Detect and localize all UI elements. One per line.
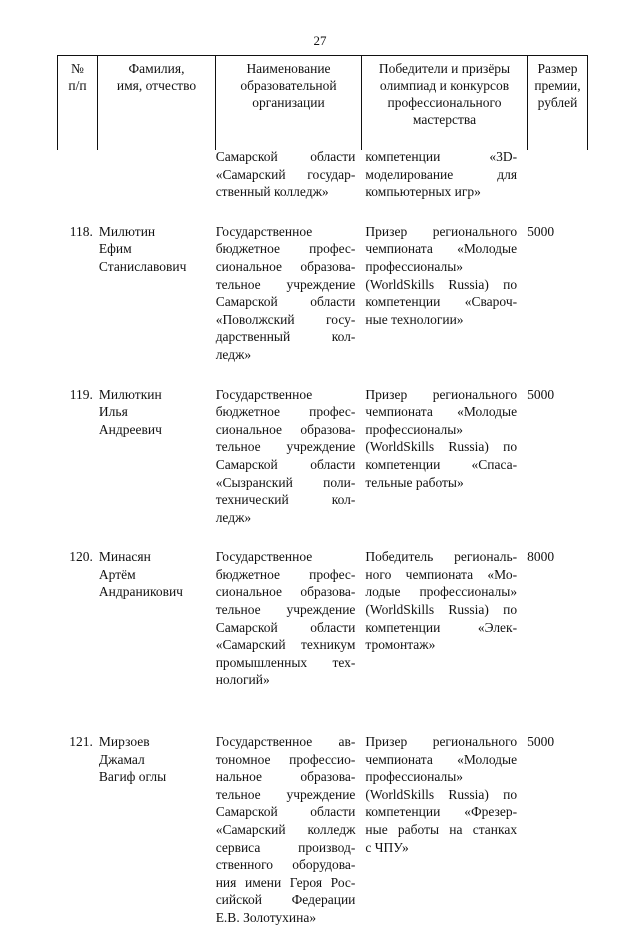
continuation-achievement: компетенции «3D- моделирование для компьютерных игр» bbox=[365, 149, 518, 200]
achievement: Призер регионального чемпионата «Молодые профессионалы» (WorldSkills Russia) по компетенции «Спаса- тельные работы» bbox=[365, 386, 518, 490]
organization-name: Государственное бюджетное профес- сиональное образова- тельное учреждение Самарской области «Самарский техникум промышленных тех- нологий» bbox=[215, 549, 356, 688]
page-number: 27 bbox=[313, 33, 327, 48]
row-number: 121. bbox=[69, 734, 93, 750]
row-number: 120. bbox=[69, 549, 93, 565]
organization-name: Государственное бюджетное профес- сиональное образова- тельное учреждение Самарской области «Поволжский госу- дарственный кол- ледж» bbox=[215, 223, 356, 362]
header-name: Фамилия, имя, отчество bbox=[98, 56, 216, 151]
table-row bbox=[57, 223, 587, 364]
continuation-organization: Самарской области «Самарский государ- ственный колледж» bbox=[215, 149, 356, 200]
achievement: Призер регионального чемпионата «Молодые профессионалы» (WorldSkills Russia) по компетенции «Свароч- ные технологии» bbox=[365, 223, 518, 327]
header-prize: Размер премии, рублей bbox=[528, 56, 588, 151]
prize-amount: 5000 bbox=[527, 223, 555, 239]
person-name: Минасян Артём Андраникович bbox=[98, 549, 183, 600]
person-name: Милютин Ефим Станиславович bbox=[98, 223, 187, 274]
continuation-row bbox=[57, 148, 587, 201]
header-number: № п/п bbox=[58, 56, 98, 151]
header-organization: Наименование образовательной организации bbox=[216, 56, 362, 151]
organization-name: Государственное ав- тономное профессио- нальное образова- тельное учреждение Самарской области «Самарский колледж сервиса производ- ственного оборудова- ния имени Героя Рос- сийской Федерации Е.В. Золотухина» bbox=[215, 734, 356, 925]
prize-amount: 8000 bbox=[527, 549, 555, 565]
header-achievement: Победители и призёры олимпиад и конкурсов профессионального мастерства bbox=[362, 56, 528, 151]
person-name: Мирзоев Джамал Вагиф оглы bbox=[98, 734, 167, 785]
table-row bbox=[57, 733, 587, 927]
person-name: Милюткин Илья Андреевич bbox=[98, 386, 162, 437]
table-row bbox=[57, 386, 587, 527]
prize-amount: 5000 bbox=[527, 386, 555, 402]
achievement: Призер регионального чемпионата «Молодые профессионалы» (WorldSkills Russia) по компетенции «Фрезер- ные работы на станках с ЧПУ» bbox=[365, 734, 518, 855]
table-body bbox=[57, 148, 587, 927]
table-header bbox=[57, 55, 588, 150]
table-row bbox=[57, 548, 587, 689]
row-number: 119. bbox=[69, 386, 93, 402]
row-number: 118. bbox=[69, 223, 93, 239]
achievement: Победитель региональ- ного чемпионата «Мо- лодые профессионалы» (WorldSkills Russia) по компетенции «Элек- тромонтаж» bbox=[365, 549, 518, 653]
table-rows bbox=[57, 223, 587, 927]
prize-amount: 5000 bbox=[527, 734, 555, 750]
organization-name: Государственное бюджетное профес- сиональное образова- тельное учреждение Самарской области «Сызранский поли- технический кол- ледж» bbox=[215, 386, 356, 525]
